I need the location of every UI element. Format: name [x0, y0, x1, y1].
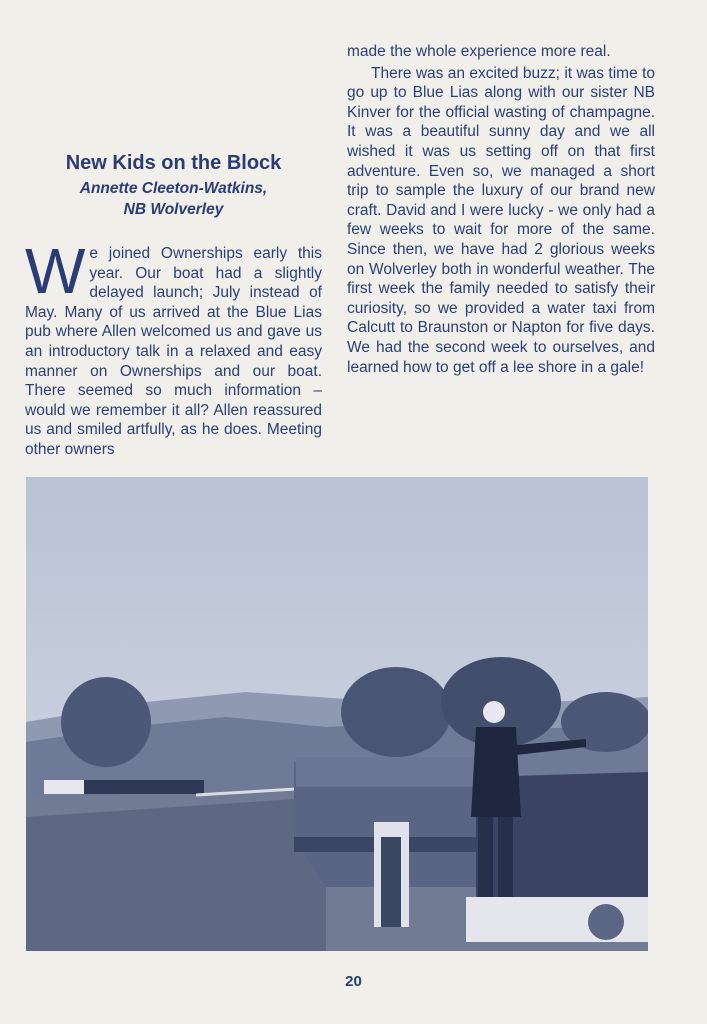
right-paragraph-1: made the whole experience more real. — [347, 43, 611, 60]
byline-boat: NB Wolverley — [123, 201, 224, 218]
right-column — [347, 42, 655, 377]
article-title: New Kids on the Block — [65, 152, 282, 174]
article-byline — [25, 178, 322, 220]
left-column-text — [25, 235, 322, 460]
canal-boat-photo-illustration — [26, 477, 648, 951]
left-column — [25, 235, 322, 460]
right-paragraph-2: There was an excited buzz; it was time to go up to Blue Lias along with our sister NB Kinver for the official wasting of champagne. It was a beautiful sunny day and we all wished it was us setting off on that first adventure. Even so, we managed a short trip to sample the luxury of our brand new craft. David and I were lucky - we only had a few weeks to wait for more of the same. Since then, we have had 2 glorious weeks on Wolverley both in wonderful weather. The first week the family needed to satisfy their curiosity, so we provided a water taxi from Calcutt to Braunston or Napton for five days. We had the second week to ourselves, and learned how to get off a lee shore in a gale! — [347, 64, 655, 376]
page-number: 20 — [345, 973, 362, 990]
byline-author: Annette Cleeton-Watkins, — [79, 180, 268, 197]
left-paragraph: e joined Ownerships early this year. Our boat had a slightly delayed launch; July instead of May. Many of us arrived at the Blue Lias pub where Allen welcomed us and gave us an introductory talk in a relaxed and easy manner on Ownerships and our boat. There seemed so much information – would we remember it all? Allen reassured us and smiled artfully, as he does. Meeting other owners — [25, 245, 322, 458]
canal-boat-photo — [26, 477, 648, 951]
drop-cap: W — [25, 235, 86, 307]
